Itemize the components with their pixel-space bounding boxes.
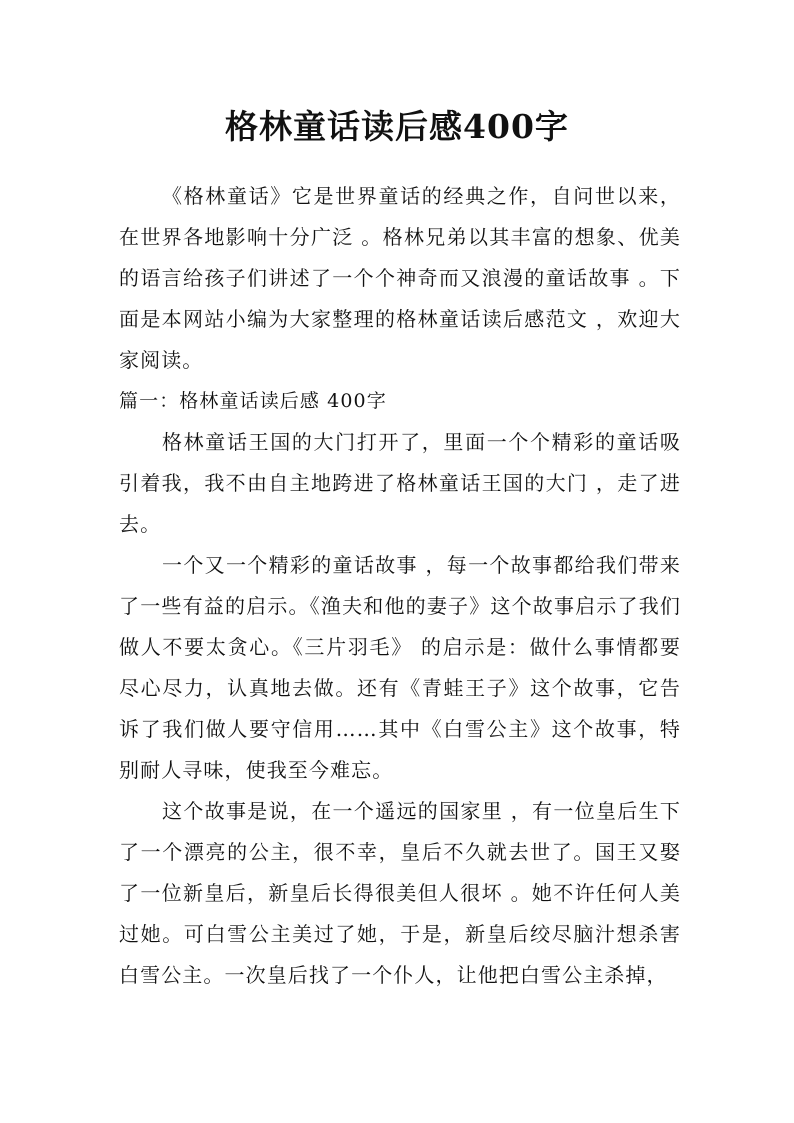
intro-paragraph: 《格林童话》它是世界童话的经典之作，自问世以来，在世界各地影响十分广泛 。格林兄弟以其丰富的想象、优美的语言给孩子们讲述了一个个神奇而又浪漫的童话故事 。下面是本网站小编为大家整理的格林童话读后感范文 ，欢迎大家阅读。 [119, 184, 681, 372]
document-title: 格林童话读后感400字 [225, 107, 569, 146]
body-paragraph-2: 一个又一个精彩的童话故事 ，每一个故事都给我们带来了一些有益的启示。《渔夫和他的妻子》这个故事启示了我们做人不要太贪心。《三片羽毛》 的启示是：做什么事情都要尽心尽力，认真地去做。还有《青蛙王子》这个故事，它告诉了我们做人要守信用……其中《白雪公主》这个故事，特别耐人寻味，使我至今难忘。 [119, 553, 681, 782]
section-heading: 篇一：格林童话读后感 400字 [119, 390, 387, 412]
body-paragraph-1: 格林童话王国的大门打开了，里面一个个精彩的童话吸引着我，我不由自主地跨进了格林童话王国的大门 ，走了进去。 [119, 430, 681, 536]
body-paragraph-3: 这个故事是说，在一个遥远的国家里 ，有一位皇后生下了一个漂亮的公主，很不幸，皇后不久就去世了。国王又娶了一位新皇后，新皇后长得很美但人很坏 。她不许任何人美过她。可白雪公主美过了她，于是，新皇后绞尽脑汁想杀害白雪公主。一次皇后找了一个仆人，让他把白雪公主杀掉， [119, 799, 681, 987]
document-body [119, 176, 681, 996]
